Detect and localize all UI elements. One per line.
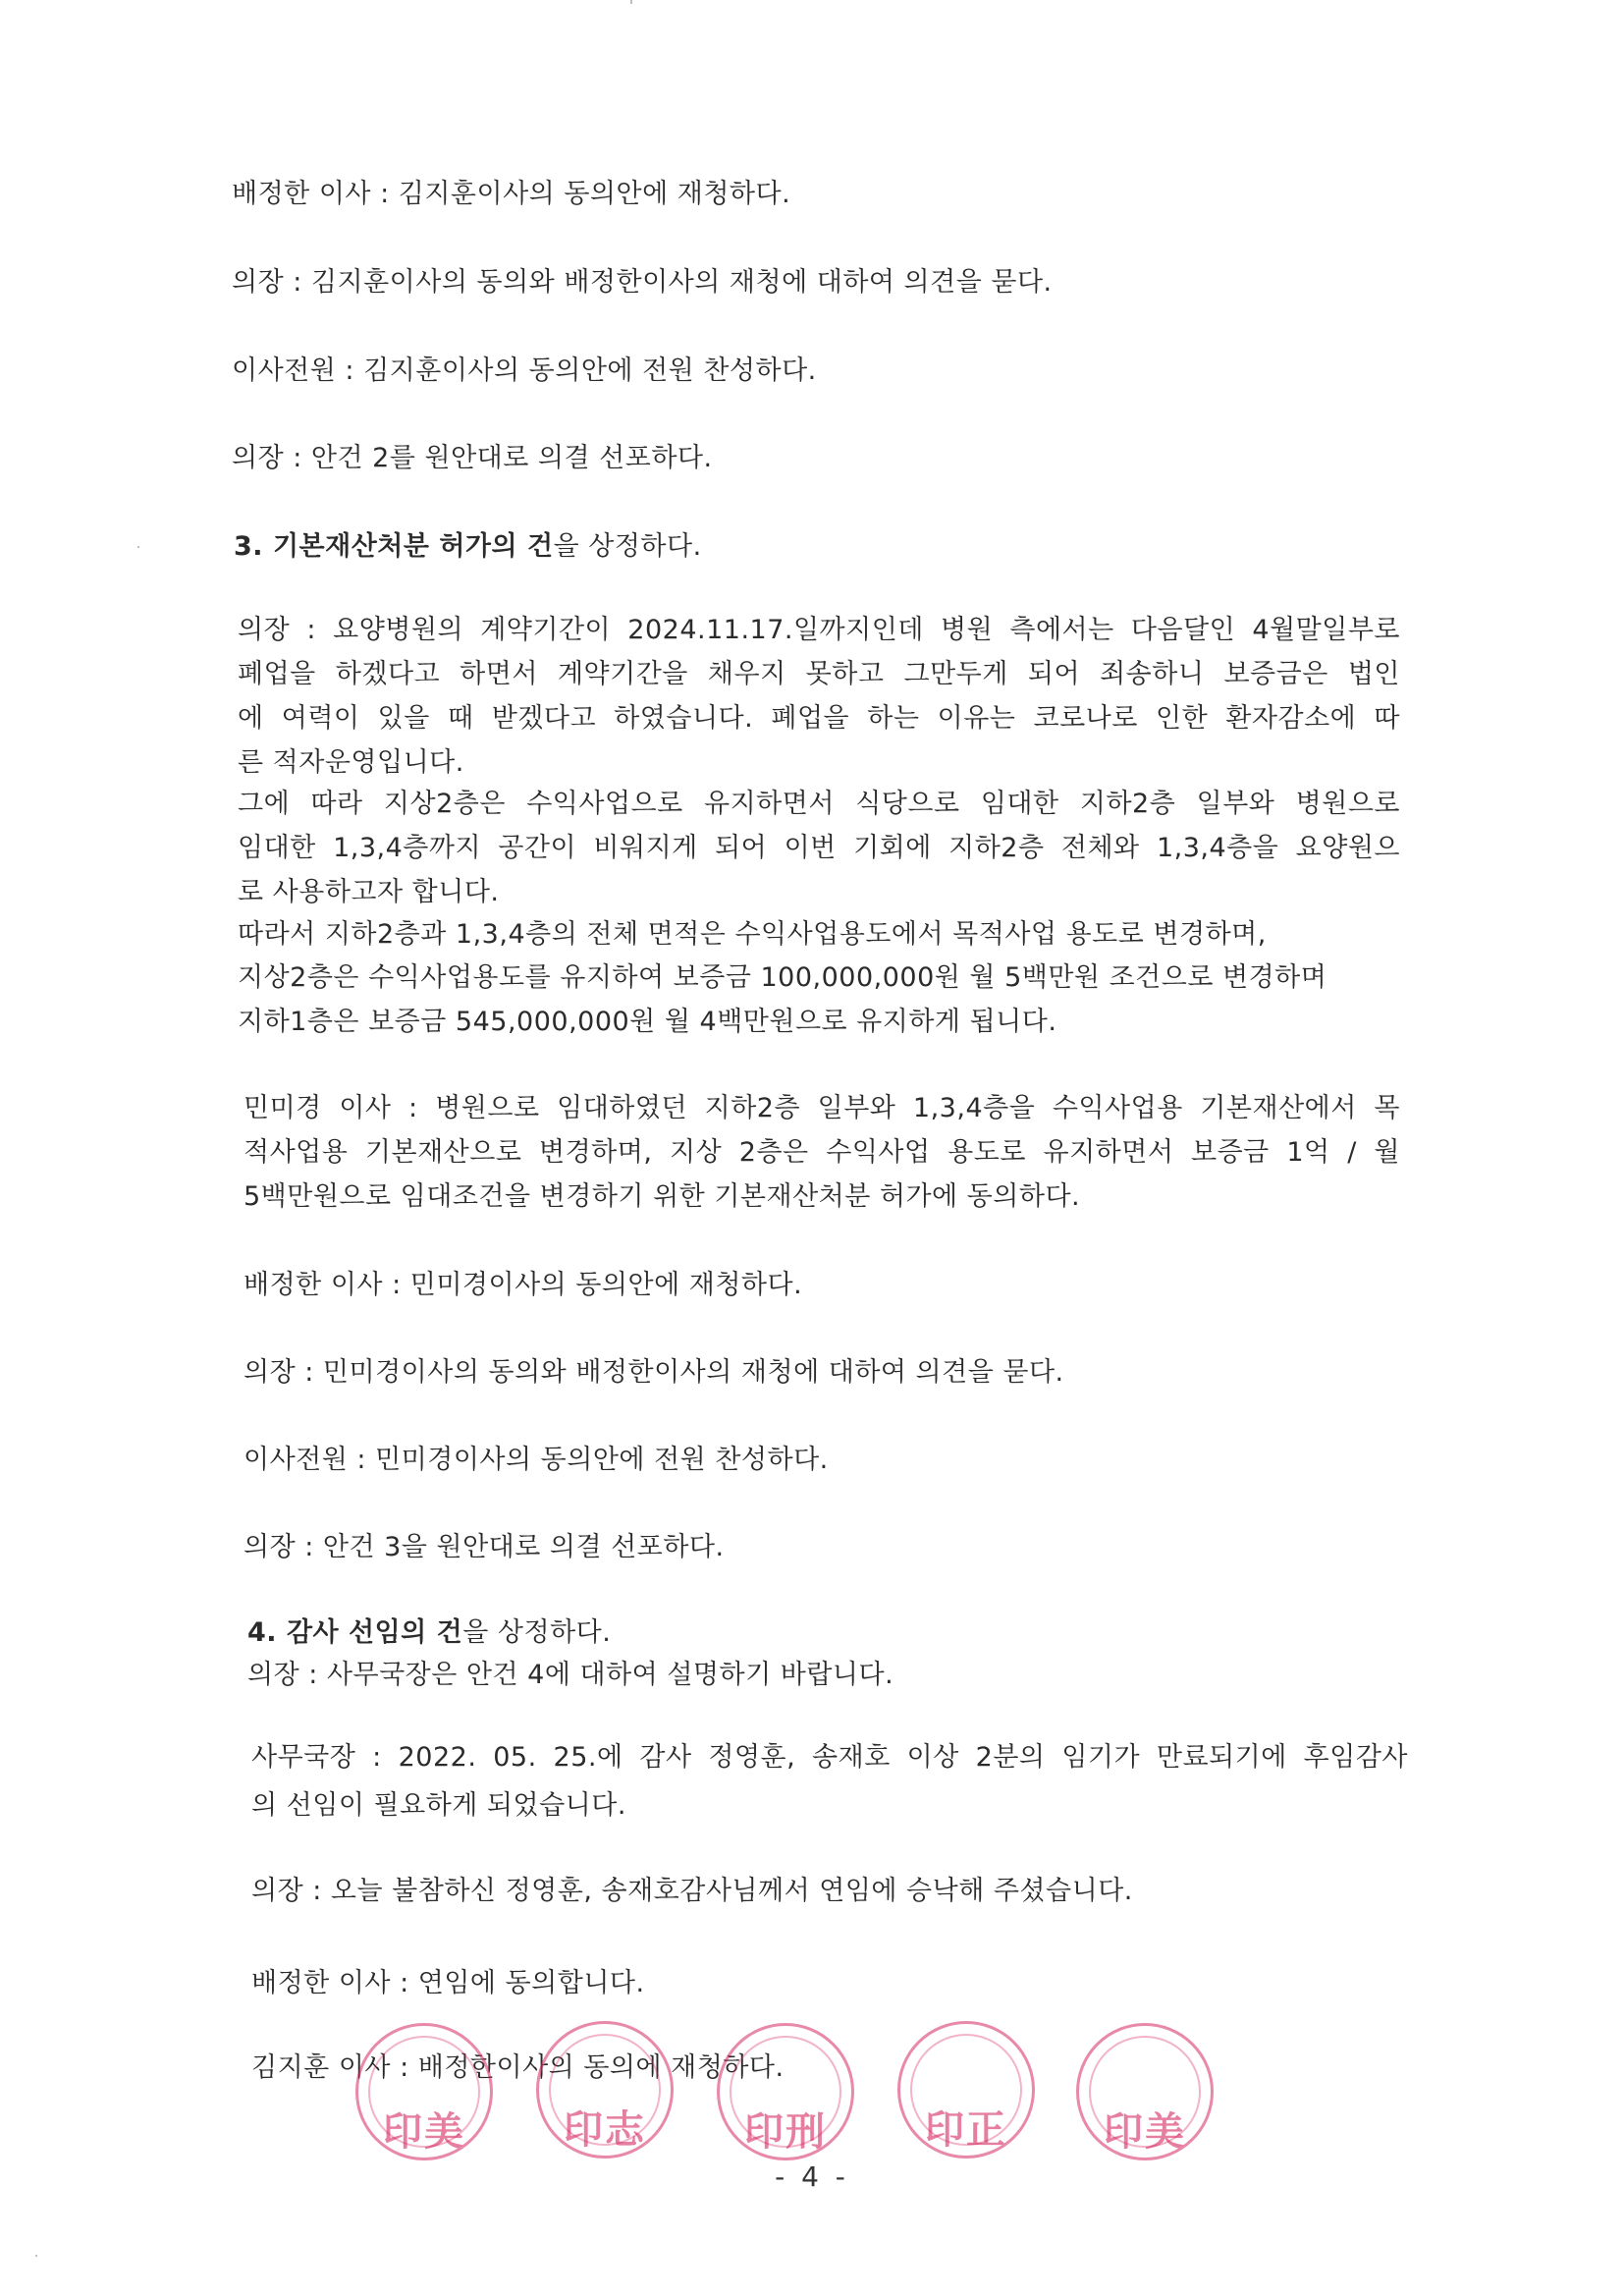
seal-text: 印正 (925, 2106, 1007, 2153)
seal-stamp (717, 2023, 854, 2160)
seal-stamp (1076, 2023, 1214, 2160)
text-line: 지하1층은 보증금 545,000,000원 월 4백만원으로 유지하게 됩니다. (238, 1007, 1057, 1037)
text-line: 이사전원 : 김지훈이사의 동의안에 전원 찬성하다. (232, 355, 817, 386)
seal-stamp (897, 2021, 1035, 2159)
section-suffix: 을 상정하다. (462, 1617, 612, 1648)
page-number: - 4 - (775, 2160, 849, 2193)
text-line: 의장 : 민미경이사의 동의와 배정한이사의 재청에 대하여 의견을 묻다. (244, 1357, 1064, 1388)
text-line: 지상2층은 수익사업용도를 유지하여 보증금 100,000,000원 월 5백만원 조건으로 변경하며 (238, 962, 1327, 993)
seal-text: 印刑 (744, 2108, 827, 2155)
seal-stamp (536, 2021, 674, 2159)
text-line: 의장 : 사무국장은 안건 4에 대하여 설명하기 바랍니다. (247, 1660, 894, 1690)
text-line: 그에 따라 지상2층은 수익사업으로 유지하면서 식당으로 임대한 지하2층 일부와 병원으로 (238, 789, 1400, 819)
text-line: 폐업을 하겠다고 하면서 계약기간을 채우지 못하고 그만두게 되어 죄송하니 보증금은 법인 (238, 659, 1400, 689)
text-line: 김지훈 이사 : 배정한이사의 동의에 재청하다. (251, 2052, 785, 2083)
text-line: 임대한 1,3,4층까지 공간이 비워지게 되어 이번 기회에 지하2층 전체와 1,3,4층을 요양원으 (238, 833, 1400, 863)
seal-text: 印美 (383, 2108, 465, 2155)
scan-mark (630, 0, 632, 4)
seal-stamp (355, 2023, 493, 2160)
section-heading-4 (247, 1615, 611, 1651)
text-line: 의장 : 안건 3을 원안대로 의결 선포하다. (244, 1532, 725, 1562)
scan-mark (35, 2255, 37, 2257)
text-line: 배정한 이사 : 김지훈이사의 동의안에 재청하다. (232, 179, 791, 209)
text-line: 배정한 이사 : 민미경이사의 동의안에 재청하다. (244, 1270, 803, 1300)
section-heading-3 (234, 529, 702, 565)
scan-mark (137, 546, 139, 548)
text-line: 의장 : 김지훈이사의 동의와 배정한이사의 재청에 대하여 의견을 묻다. (232, 267, 1053, 298)
text-line: 이사전원 : 민미경이사의 동의안에 전원 찬성하다. (244, 1445, 829, 1475)
text-line: 5백만원으로 임대조건을 변경하기 위한 기본재산처분 허가에 동의하다. (244, 1181, 1081, 1212)
text-line: 의장 : 안건 2를 원안대로 의결 선포하다. (232, 443, 713, 473)
text-line: 배정한 이사 : 연임에 동의합니다. (251, 1968, 645, 1998)
text-line: 사무국장 : 2022. 05. 25.에 감사 정영훈, 송재호 이상 2분의 임기가 만료되기에 후임감사 (251, 1742, 1408, 1773)
text-line: 른 적자운영입니다. (238, 747, 464, 778)
section-title: 4. 감사 선임의 건 (247, 1617, 463, 1648)
text-line: 의장 : 오늘 불참하신 정영훈, 송재호감사님께서 연임에 승낙해 주셨습니다. (251, 1876, 1133, 1906)
section-title: 3. 기본재산처분 허가의 건 (234, 531, 554, 562)
seal-text: 印志 (564, 2106, 646, 2153)
section-suffix: 을 상정하다. (553, 531, 702, 562)
text-line: 의장 : 요양병원의 계약기간이 2024.11.17.일까지인데 병원 측에서는 다음달인 4월말일부로 (238, 615, 1400, 645)
seal-text: 印美 (1104, 2108, 1186, 2155)
text-line: 따라서 지하2층과 1,3,4층의 전체 면적은 수익사업용도에서 목적사업 용도로 변경하며, (238, 919, 1267, 950)
text-line: 에 여력이 있을 때 받겠다고 하였습니다. 폐업을 하는 이유는 코로나로 인한 환자감소에 따 (238, 703, 1400, 734)
text-line: 적사업용 기본재산으로 변경하며, 지상 2층은 수익사업 용도로 유지하면서 보증금 1억 / 월 (244, 1137, 1400, 1168)
text-line: 로 사용하고자 합니다. (238, 877, 500, 907)
text-line: 의 선임이 필요하게 되었습니다. (251, 1790, 626, 1821)
text-line: 민미경 이사 : 병원으로 임대하였던 지하2층 일부와 1,3,4층을 수익사업용 기본재산에서 목 (244, 1093, 1400, 1123)
